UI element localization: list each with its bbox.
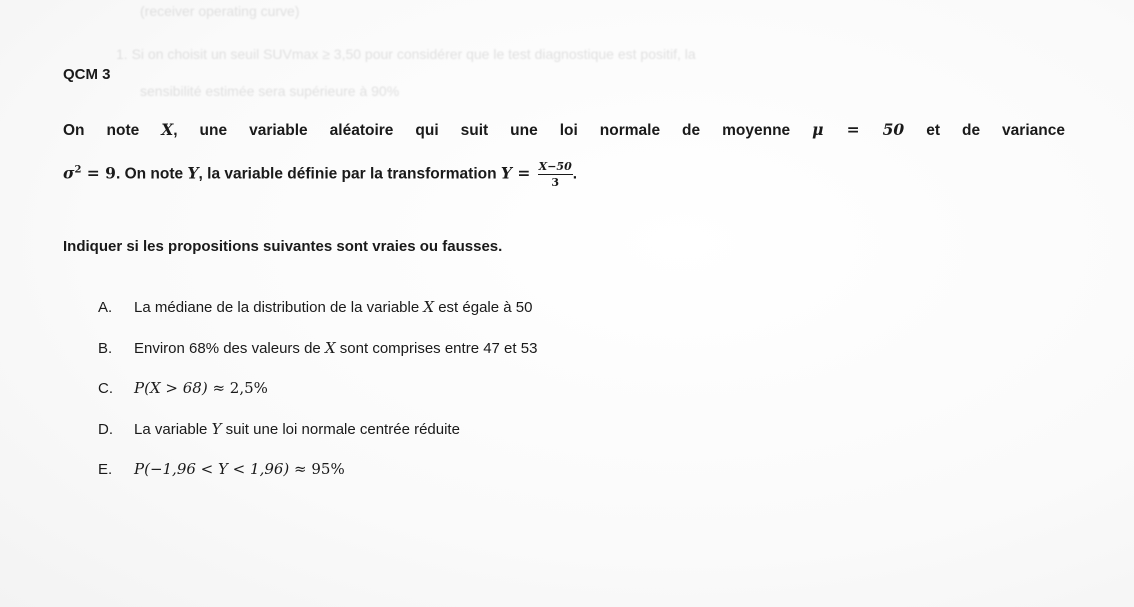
option-text: Environ 68% des valeurs de [134, 339, 325, 357]
option-letter: A. [98, 299, 113, 316]
statement-line-1 [63, 120, 1065, 140]
bleed-through-text: 1. Si on choisit un seuil SUVmax ≥ 3,50 pour considérer que le test diagnostique est positif, la [116, 46, 696, 62]
option-letter: D. [98, 420, 113, 438]
statement-text: , une variable aléatoire qui suit une loi normale de moyenne [173, 122, 791, 139]
option-text: La variable [134, 420, 212, 438]
option-b [98, 339, 537, 360]
option-math: Y [211, 419, 222, 438]
option-math: X [324, 338, 336, 357]
option-math: X [423, 298, 435, 316]
option-text: est égale à 50 [434, 299, 533, 316]
statement-text: , la variable définie par la transformation [198, 165, 497, 183]
math-sigma: σ [63, 163, 75, 183]
statement-text: On note [63, 122, 140, 139]
fraction-denominator: 3 [551, 176, 560, 189]
fraction-numerator: X−50 [538, 160, 572, 173]
option-text: La médiane de la distribution de la variable [134, 299, 424, 316]
math-variable-y: Y [187, 163, 199, 183]
option-letter: E. [98, 461, 113, 478]
option-math: P(−1,96 < Y < 1,96) [134, 460, 290, 478]
option-e [98, 460, 537, 481]
bleed-through-text: (receiver operating curve) [140, 3, 300, 19]
question-title: QCM 3 [63, 66, 111, 83]
option-letter: B. [98, 339, 113, 357]
bleed-through-text: sensibilité estimée sera supérieure à 90% [140, 83, 400, 99]
option-c [98, 379, 537, 400]
options-list [98, 298, 537, 501]
statement-line-2 [63, 160, 1065, 189]
option-letter: C. [98, 380, 113, 397]
option-a [98, 298, 537, 319]
option-text: ≈ 2,5% [207, 379, 268, 397]
math-y-equation: Y = [500, 163, 531, 183]
statement-text: et de variance [926, 122, 1065, 139]
math-exponent: 2 [74, 164, 82, 176]
option-math: P(X > 68) [134, 379, 208, 397]
math-fraction [538, 160, 573, 189]
option-text: ≈ 95% [289, 460, 345, 478]
math-mean-expression: μ = 50 [812, 120, 905, 139]
instruction-text: Indiquer si les propositions suivantes sont vraies ou fausses. [63, 238, 503, 255]
statement-end: . [572, 165, 578, 183]
option-d [98, 420, 537, 441]
statement-text: . On note [115, 165, 184, 183]
option-text: suit une loi normale centrée réduite [221, 420, 460, 438]
math-variable-x: X [161, 120, 174, 139]
option-text: sont comprises entre 47 et 53 [335, 339, 538, 357]
math-variance-value: = 9 [81, 163, 116, 183]
